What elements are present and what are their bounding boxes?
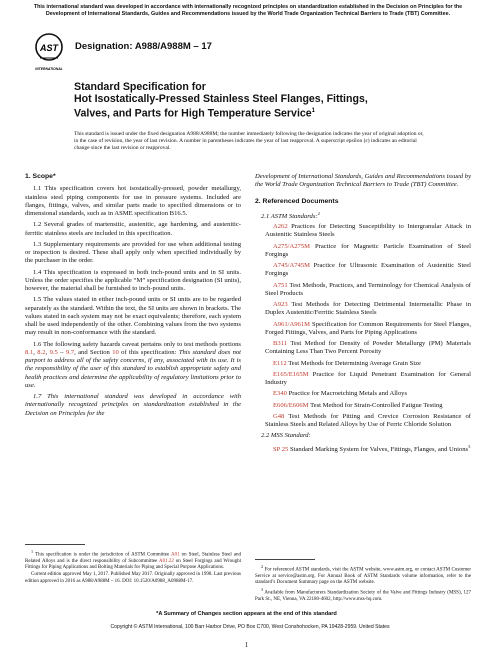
svg-text:AST: AST — [40, 43, 58, 53]
mss-standard-label: 2.2 MSS Standard: — [261, 432, 311, 440]
link-section-10[interactable]: 10 — [112, 348, 119, 356]
reference-code-link[interactable]: A923 — [273, 301, 288, 309]
reference-code-link[interactable]: G48 — [273, 412, 285, 420]
reference-item: G48 Test Methods for Pitting and Crevice Corrosion Resistance of Stainless Steels and Related Alloys by Use of Ferric Chloride Solution — [265, 412, 471, 429]
designation: Designation: A988/A988M – 17 — [75, 41, 212, 52]
reference-code-link[interactable]: A751 — [273, 281, 288, 289]
reference-item: A751 Test Methods, Practices, and Terminology for Chemical Analysis of Steel Products — [265, 281, 471, 297]
reference-code-link[interactable]: A961/A961M — [273, 320, 310, 328]
reference-item: B311 Test Method for Density of Powder Metallurgy (PM) Materials Containing Less Than Two Percent Porosity — [265, 340, 471, 356]
para-1-5: 1.5 The values stated in either inch-pound units or SI units are to be regarded separately as the standard. Within the text, the SI units are shown in brackets. The values stated in each system may not be exact equivalents; therefore, each system shall be used independently of the other. Combining values from the two systems may result in non-conformance with the standard. — [25, 296, 241, 337]
reference-code-link[interactable]: A262 — [273, 223, 288, 231]
para-1-7: 1.7 This international standard was developed in accordance with internationally recognized principles on standardization established in the Decision on Principles for the — [25, 393, 241, 417]
link-8-1[interactable]: 8.1 — [25, 348, 34, 356]
para-1-2: 1.2 Several grades of martensitic, austenitic, age hardening, and austenitic-ferritic stainless steels are included in this specification. — [25, 221, 241, 237]
title-line-2: Hot Isostatically-Pressed Stainless Steel Flanges, Fittings, — [74, 93, 368, 106]
link-a01[interactable]: A01 — [171, 552, 180, 558]
tbt-notice: This international standard was developed in accordance with internationally recognized principles on standardization established in the Decision on Principles for the Development of International Standards, Guides and Recommendations issued by the World Trade Organization Technical Barriers to Trade (TBT) Committee. — [33, 4, 463, 17]
issuance-note: This standard is issued under the fixed designation A988/A988M; the number immediately following the designation indicates the year of original adoption or, in the case of revision, the year of last revision. A number in parentheses indicates the year of last reapproval. A superscript epsilon (ε) indicates an editorial change since the last revision or reapproval. — [74, 131, 424, 151]
reference-code-link[interactable]: E165/E165M — [273, 370, 309, 378]
para-1-7-continued: Development of International Standards, Guides and Recommendations issued by the World Trade Organization Technical Barriers to Trade (TBT) Committee. — [255, 173, 471, 189]
right-column — [255, 173, 471, 457]
summary-of-changes-note: *A Summary of Changes section appears at the end of this standard — [156, 611, 337, 617]
reference-code-link[interactable]: E606/E606M — [273, 401, 309, 409]
scope-heading: 1. Scope* — [25, 173, 56, 180]
reference-code-sp25[interactable]: SP 25 — [273, 445, 289, 453]
left-column — [25, 173, 241, 421]
link-9-7[interactable]: 9.7 — [65, 348, 75, 356]
reference-item: E112 Test Methods for Determining Average Grain Size — [273, 359, 421, 367]
reference-code-link[interactable]: A745/A745M — [273, 262, 310, 270]
footnote-rule-left — [25, 544, 85, 545]
astm-standards-label: 2.1 ASTM Standards:$^2$ — [261, 210, 320, 220]
astm-logo — [34, 32, 64, 74]
page-number: 1 — [244, 641, 249, 649]
title-line-3: Valves, and Parts for High Temperature Service$^1$ — [74, 107, 316, 120]
reference-item: E606/E606M Test Method for Strain-Controlled Fatigue Testing — [273, 401, 443, 409]
link-a01-22[interactable]: A01.22 — [158, 558, 174, 564]
para-1-3: 1.3 Supplementary requirements are provided for use when additional testing or inspection is desired. These shall apply only when specified individually by the purchaser in the order. — [25, 240, 241, 265]
para-1-1: 1.1 This specification covers hot isostatically-pressed, powder metallurgy, stainless steel piping components for use in pressure systems. Included are flanges, fittings, valves, and similar parts made to specified dimensions or to dimensional standards, such as in ASME specification B16.5. — [25, 185, 241, 217]
reference-code-link[interactable]: E340 — [273, 390, 287, 398]
document-title — [74, 81, 434, 120]
footnote-1: $^1$ This specification is under the jurisdiction of ASTM Committee A01 on Steel, Stainless Steel and Related Alloys and is the direct responsibility of Subcommittee A01.22 on Steel Forgings and Wrought Fittings for Piping Applications and Bolting Materials for Piping and Special Purpose Applications. — [25, 549, 242, 570]
link-9-5[interactable]: 9.5 — [49, 348, 58, 356]
footnote-2: $^2$ For referenced ASTM standards, visit the ASTM website, www.astm.org, or contact ASTM Customer Service at service@astm.org. For Annual Book of ASTM Standards volume information, refer to the standard’s Document Summary page on the ASTM website. — [255, 564, 472, 585]
copyright-line: Copyright © ASTM International, 100 Barr Harbor Drive, PO Box C700, West Conshohocken, PA 19428-2959. United States — [110, 624, 390, 630]
svg-text:INTERNATIONAL: INTERNATIONAL — [35, 67, 63, 71]
reference-item: A262 Practices for Detecting Susceptibility to Intergranular Attack in Austenitic Stainless Steels — [265, 223, 471, 239]
link-8-2[interactable]: 8.2 — [37, 348, 46, 356]
footnote-rule-right — [255, 559, 315, 560]
reference-code-link[interactable]: E112 — [273, 359, 287, 367]
reference-code-link[interactable]: B311 — [273, 340, 288, 348]
astm-reference-list — [255, 223, 471, 429]
reference-item: E340 Practice for Macroetching Metals and Alloys — [273, 390, 408, 398]
reference-code-link[interactable]: A275/A275M — [273, 242, 310, 250]
para-1-6: 1.6 The following safety hazards caveat pertains only to test methods portions 8.1, 8.2, 9.5 – 9.7, and Section 10 of this specification: This standard does not purport to address all of the safety concerns, if any, associated with its use. It is the responsibility of the user of this standard to establish appropriate safety and health practices and determine the applicability of regulatory limitations prior to use. — [25, 340, 242, 389]
title-line-1: Standard Specification for — [74, 81, 206, 93]
para-1-4: 1.4 This specification is expressed in both inch-pound units and in SI units. Unless the order specifies the applicable “M” specification designation (SI units), however, the material shall be furnished to inch-pound units. — [25, 268, 241, 292]
reference-item: A275/A275M Practice for Magnetic Particle Examination of Steel Forgings — [265, 242, 471, 258]
footnotes-right — [255, 564, 471, 605]
footnote-1-edition: Current edition approved May 1, 2017. Published May 2017. Originally approved in 1998. Last previous edition approved in 2016 as A988/A988M – 16. DOI: 10.1520/A0988_A0988M-17. — [25, 572, 241, 584]
reference-item: E165/E165M Practice for Liquid Penetrant Examination for General Industry — [265, 370, 471, 387]
footnote-3: $^3$ Available from Manufacturers Standardization Society of the Valve and Fittings Industry (MSS), 127 Park St., NE, Vienna, VA 22180-4602, http://www.mss-hq.com. — [255, 587, 471, 603]
references-heading: 2. Referenced Documents — [255, 197, 339, 205]
reference-item: A961/A961M Specification for Common Requirements for Steel Flanges, Forged Fittings, Valves, and Parts for Piping Applications — [265, 320, 471, 336]
footnotes-left — [25, 549, 241, 586]
reference-item: A745/A745M Practice for Ultrasonic Examination of Austenitic Steel Forgings — [265, 262, 471, 278]
reference-item-sp25: SP 25 Standard Marking System for Valves, Fittings, Flanges, and Unions$^3$ — [273, 443, 471, 453]
reference-item: A923 Test Methods for Detecting Detrimental Intermetallic Phase in Duplex Austenitic/Ferritic Stainless Steels — [265, 301, 471, 317]
